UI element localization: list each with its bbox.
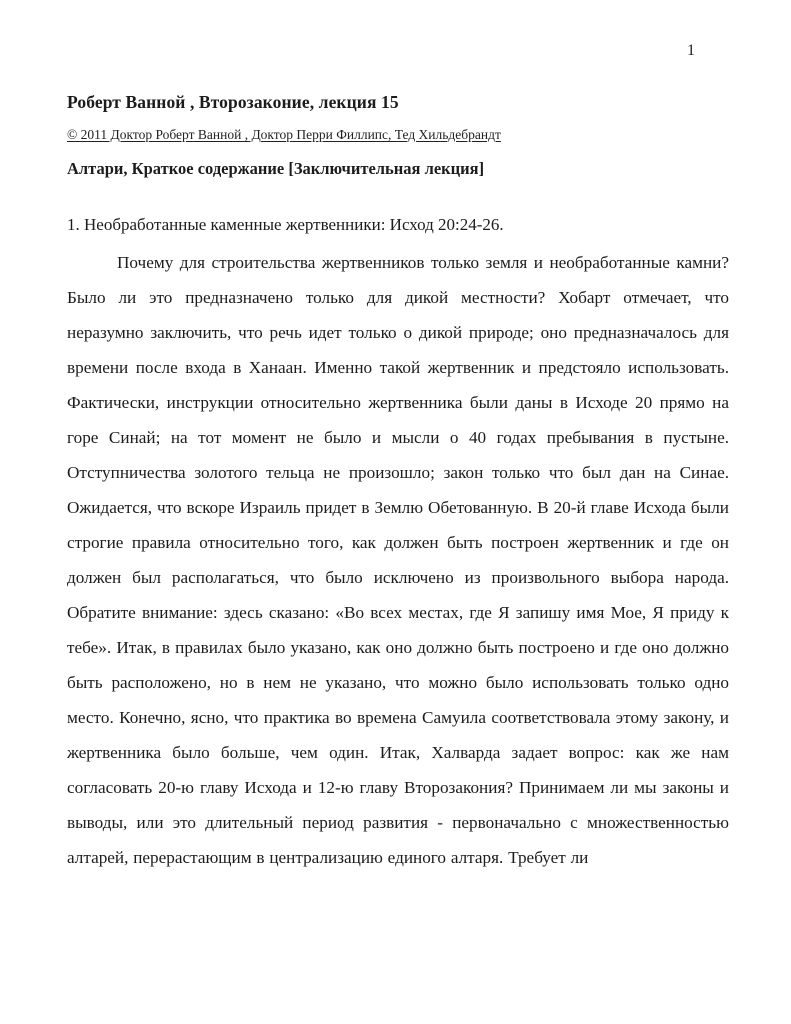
page-content	[67, 92, 729, 875]
page-number: 1	[687, 42, 695, 59]
lecture-subtitle: Алтари, Краткое содержание [Заключительная лекция]	[67, 159, 485, 178]
document-title: Роберт Ванной , Второзаконие, лекция 15	[67, 92, 399, 112]
body-paragraph: Почему для строительства жертвенников только земля и необработанные камни? Было ли это предназначено только для дикой местности? Хобарт отмечает, что неразумно заключить, что речь идет только о дикой природе; оно предназначалось для времени после входа в Ханаан. Именно такой жертвенник и предстояло использовать. Фактически, инструкции относительно жертвенника были даны в Исходе 20 прямо на горе Синай; на тот момент не было и мысли о 40 годах пребывания в пустыне. Отступничества золотого тельца не произошло; закон только что был дан на Синае. Ожидается, что вскоре Израиль придет в Землю Обетованную. В 20-й главе Исхода были строгие правила относительно того, как должен быть построен жертвенник и где он должен был располагаться, что было исключено из произвольного выбора народа. Обратите внимание: здесь сказано: «Во всех местах, где Я запишу имя Мое, Я приду к тебе». Итак, в правилах было указано, как оно должно быть построено и где оно должно быть расположено, но в нем не указано, что можно было использовать только одно место. Конечно, ясно, что практика во времена Самуила соответствовала этому закону, и жертвенника было больше, чем один. Итак, Халварда задает вопрос: как же нам согласовать 20-ю главу Исхода и 12-ю главу Второзакония? Принимаем ли мы законы и выводы, или это длительный период развития - первоначально с множественностью алтарей, перерастающим в централизацию единого алтаря. Требует ли	[67, 253, 729, 867]
section-heading: 1. Необработанные каменные жертвенники: Исход 20:24-26.	[67, 215, 504, 234]
copyright-line: © 2011 Доктор Роберт Ванной , Доктор Перри Филлипс, Тед Хильдебрандт	[67, 127, 501, 142]
